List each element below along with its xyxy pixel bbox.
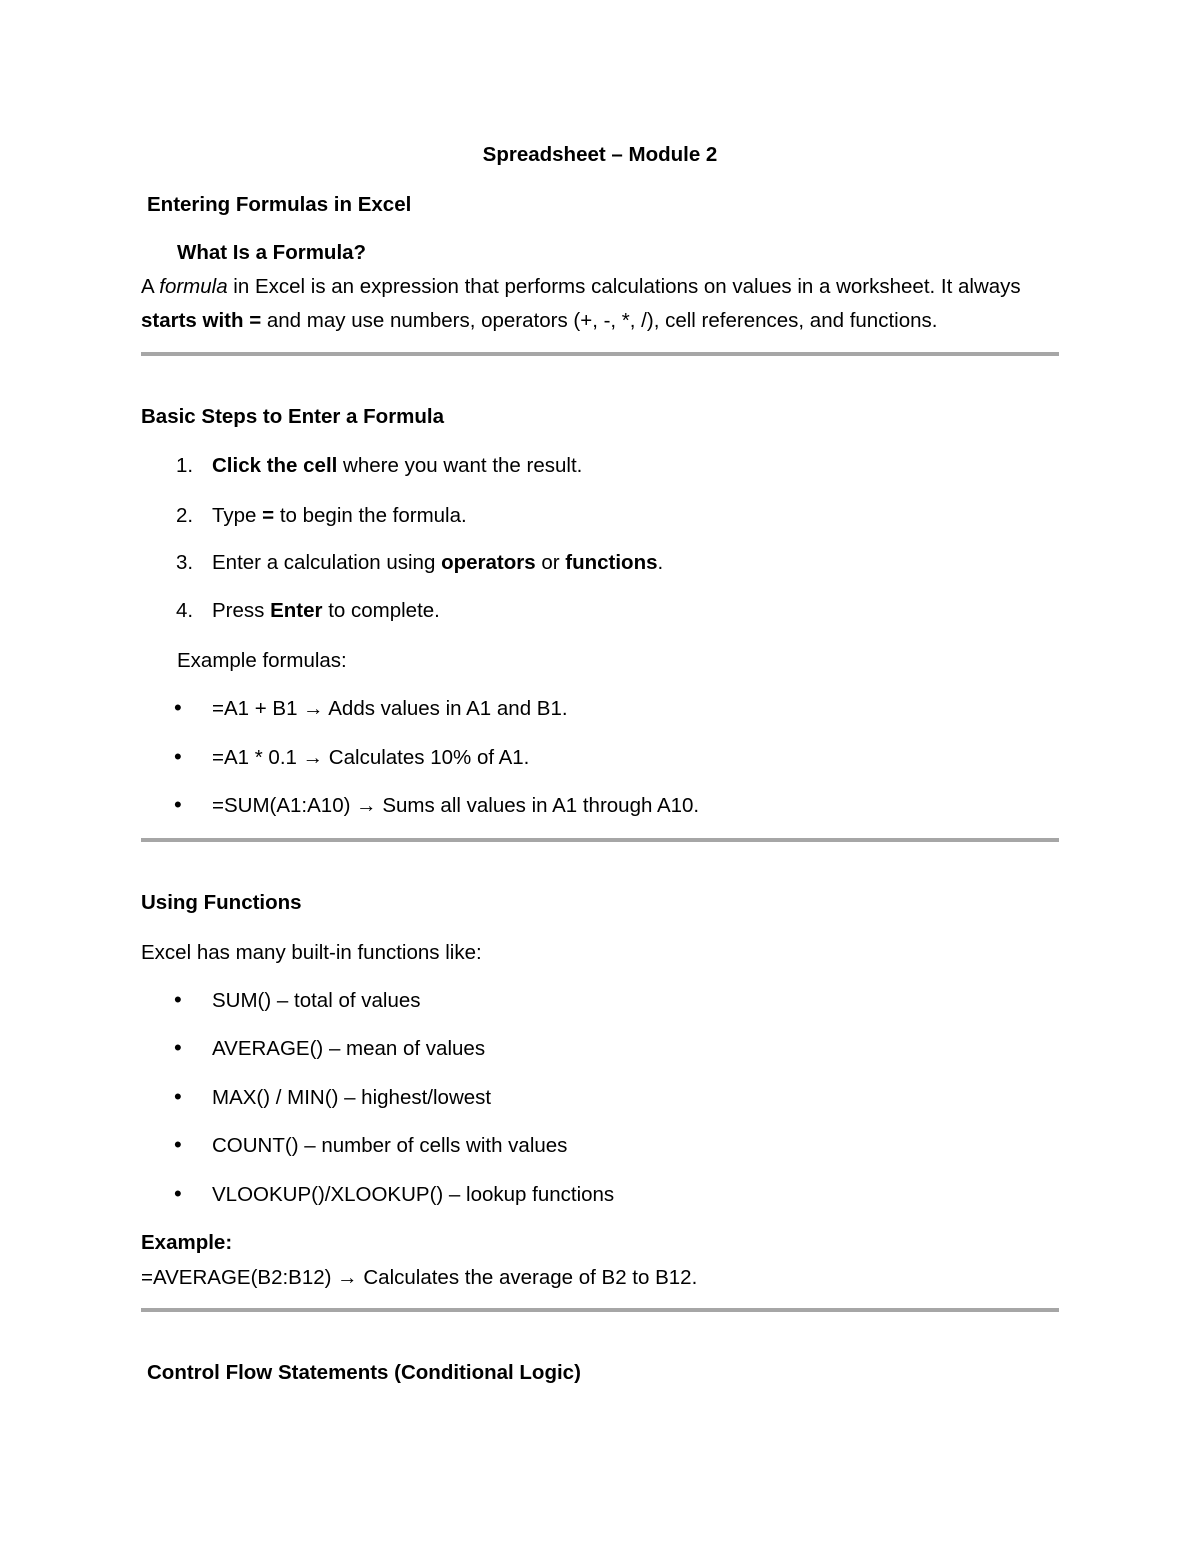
text-span: A: [141, 275, 160, 298]
step-number: 3.: [176, 551, 194, 574]
step-bold: operators: [441, 551, 536, 574]
function-item: MAX() / MIN() – highest/lowest: [212, 1086, 492, 1109]
function-item: VLOOKUP()/XLOOKUP() – lookup functions: [212, 1183, 615, 1206]
page-title: Spreadsheet – Module 2: [482, 143, 718, 166]
italic-formula: formula: [159, 275, 228, 298]
examples-label: Example formulas:: [177, 649, 347, 672]
horizontal-rule: [141, 1308, 1059, 1312]
step-bold: =: [262, 504, 275, 527]
example-text: =AVERAGE(B2:B12) → Calculates the average of B2 to B12.: [141, 1266, 698, 1289]
section-heading-using-functions: Using Functions: [141, 891, 302, 914]
text-span: and may use numbers, operators (+, -, *, /), cell references, and functions.: [261, 309, 938, 332]
example-formula: =A1 * 0.1 → Calculates 10% of A1.: [212, 746, 530, 769]
step-number: 1.: [176, 454, 194, 477]
bullet-icon: •: [174, 744, 182, 769]
step-bold: functions: [565, 551, 658, 574]
bullet-icon: •: [174, 792, 182, 817]
functions-intro: Excel has many built-in functions like:: [141, 941, 482, 964]
example-formula: =SUM(A1:A10) → Sums all values in A1 through A10.: [212, 794, 700, 817]
example-formula: =A1 + B1 → Adds values in A1 and B1.: [212, 697, 568, 720]
bullet-icon: •: [174, 1084, 182, 1109]
bullet-icon: •: [174, 987, 182, 1012]
step-3: [212, 551, 663, 576]
formula-definition-line-2: [141, 309, 937, 334]
step-text: or: [535, 551, 566, 574]
horizontal-rule: [141, 352, 1059, 356]
bullet-icon: •: [174, 1035, 182, 1060]
text-span: in Excel is an expression that performs calculations on values in a worksheet. It always: [227, 275, 1021, 298]
step-text: where you want the result.: [337, 454, 583, 477]
bullet-icon: •: [174, 1181, 182, 1206]
step-1: [212, 454, 582, 479]
step-text: .: [657, 551, 664, 574]
function-item: SUM() – total of values: [212, 989, 421, 1012]
step-text: Press: [212, 599, 271, 622]
step-number: 4.: [176, 599, 194, 622]
step-2: [212, 504, 467, 529]
bullet-icon: •: [174, 695, 182, 720]
formula-definition-line-1: [141, 275, 1021, 300]
function-item: AVERAGE() – mean of values: [212, 1037, 486, 1060]
bullet-icon: •: [174, 1132, 182, 1157]
step-text: Enter a calculation using: [212, 551, 442, 574]
example-label: Example:: [141, 1231, 233, 1254]
step-text: Type: [212, 504, 263, 527]
step-text: to begin the formula.: [274, 504, 467, 527]
horizontal-rule: [141, 838, 1059, 842]
section-heading-entering-formulas: Entering Formulas in Excel: [147, 193, 412, 216]
bold-starts-with: starts with =: [141, 309, 262, 332]
section-heading-basic-steps: Basic Steps to Enter a Formula: [141, 405, 445, 428]
step-text: to complete.: [322, 599, 440, 622]
step-bold: Enter: [270, 599, 323, 622]
section-heading-control-flow: Control Flow Statements (Conditional Logic): [147, 1361, 581, 1384]
subheading-what-is-formula: What Is a Formula?: [177, 241, 367, 264]
step-number: 2.: [176, 504, 194, 527]
function-item: COUNT() – number of cells with values: [212, 1134, 568, 1157]
step-bold: Click the cell: [212, 454, 338, 477]
step-4: [212, 599, 440, 624]
